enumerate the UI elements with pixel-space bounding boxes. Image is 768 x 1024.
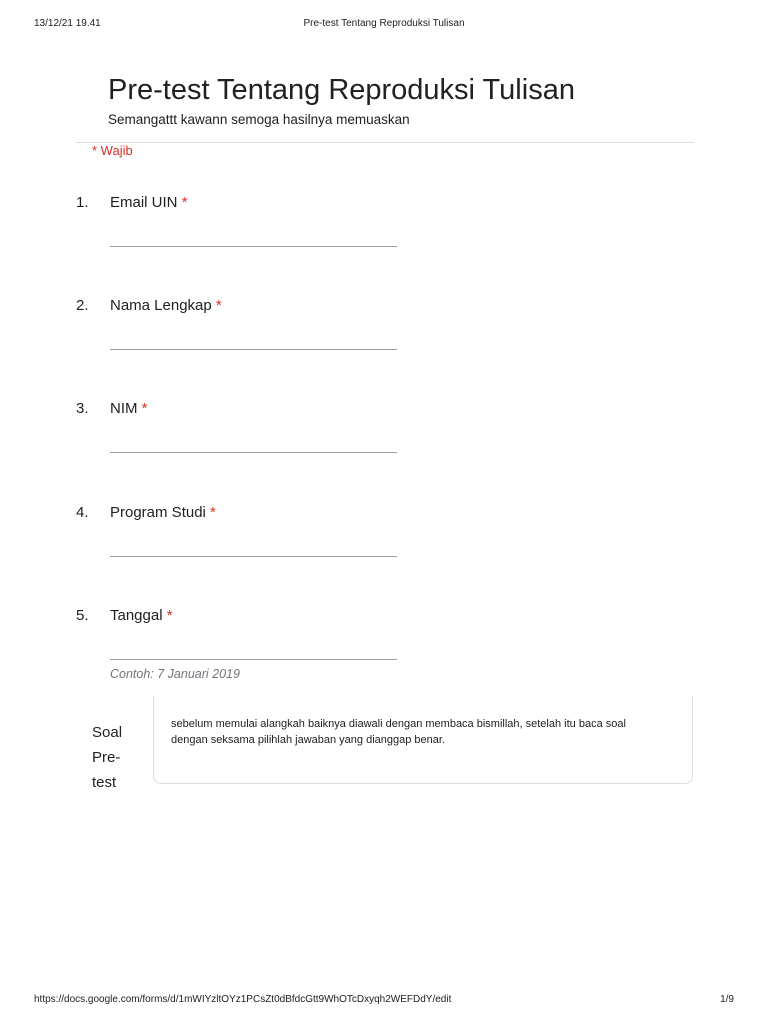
nim-field[interactable] xyxy=(110,452,397,453)
print-header xyxy=(34,18,734,32)
required-asterisk: * xyxy=(210,504,216,521)
email-field[interactable] xyxy=(110,246,397,247)
program-studi-field[interactable] xyxy=(110,556,397,557)
header-divider xyxy=(76,142,694,143)
tanggal-field[interactable] xyxy=(110,659,397,660)
question-tanggal xyxy=(76,607,416,687)
required-asterisk: * xyxy=(166,607,173,624)
question-program-studi xyxy=(76,504,416,568)
form-title: Pre-test Tentang Reproduksi Tulisan xyxy=(108,74,575,106)
required-note: * Wajib xyxy=(92,143,133,158)
print-page-title: Pre-test Tentang Reproduksi Tulisan xyxy=(303,18,465,29)
required-asterisk: * xyxy=(141,400,148,417)
date-hint: Contoh: 7 Januari 2019 xyxy=(110,667,240,681)
question-label: Nama Lengkap * xyxy=(110,297,222,314)
question-nama-lengkap xyxy=(76,297,416,361)
question-nim xyxy=(76,400,416,464)
section-description: sebelum memulai alangkah baiknya diawali dengan membaca bismillah, setelah itu baca soal dengan seksama pilihlah jawaban yang dianggap benar. xyxy=(171,718,626,746)
question-label: Program Studi * xyxy=(110,504,216,521)
question-label: NIM * xyxy=(110,400,148,417)
question-email xyxy=(76,194,416,258)
print-url: https://docs.google.com/forms/d/1mWIYzltOYz1PCsZt0dBfdcGtt9WhOTcDxyqh2WEFDdY/edit xyxy=(34,994,452,1005)
required-asterisk: * xyxy=(181,194,188,211)
nama-lengkap-field[interactable] xyxy=(110,349,397,350)
question-label: Tanggal * xyxy=(110,607,173,624)
question-number: 5. xyxy=(76,607,89,624)
section-description-box xyxy=(153,696,693,784)
form-description: Semangattt kawann semoga hasilnya memuaskan xyxy=(108,112,410,127)
question-number: 4. xyxy=(76,504,89,521)
question-number: 3. xyxy=(76,400,89,417)
section-title: Soal Pre-test xyxy=(92,724,123,791)
question-number: 2. xyxy=(76,297,89,314)
page-number: 1/9 xyxy=(720,994,734,1005)
print-datetime: 13/12/21 19.41 xyxy=(34,18,101,29)
question-label: Email UIN * xyxy=(110,194,188,211)
question-number: 1. xyxy=(76,194,89,211)
required-asterisk: * xyxy=(215,297,222,314)
